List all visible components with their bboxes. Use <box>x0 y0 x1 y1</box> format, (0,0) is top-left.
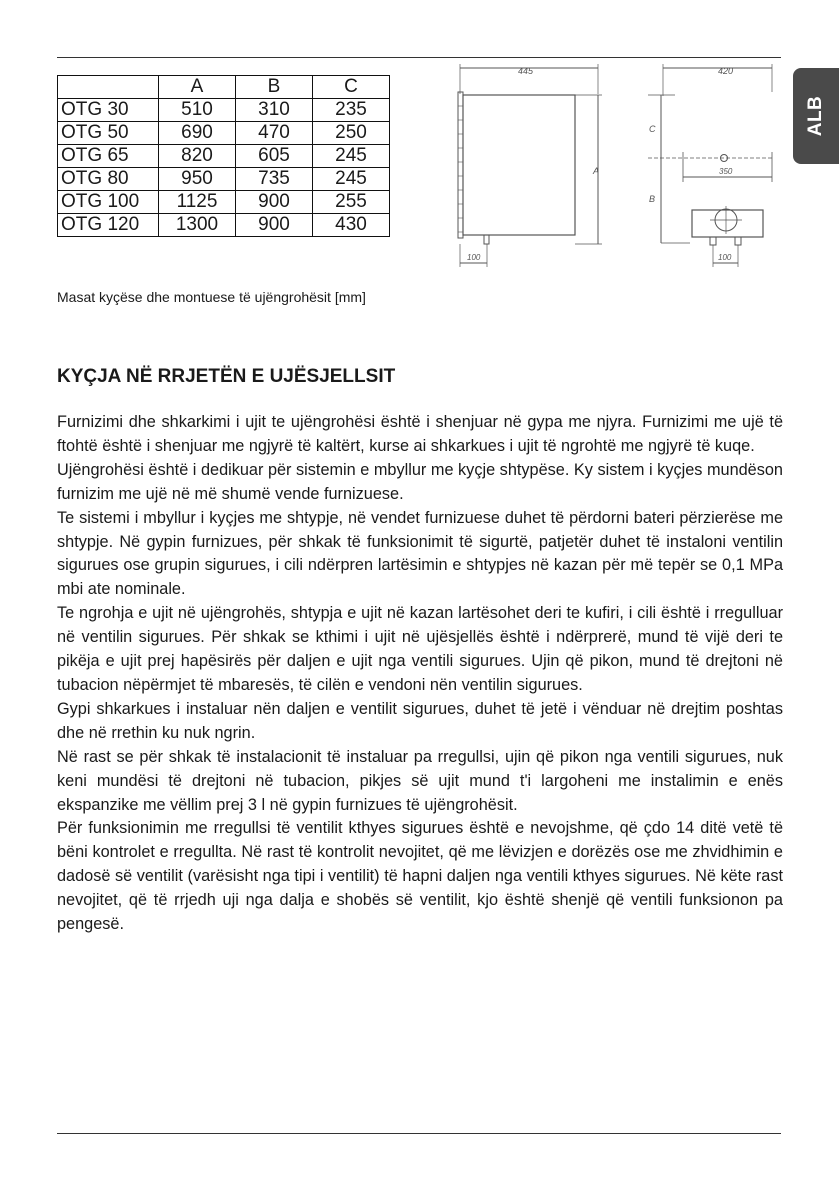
table-cell-model: OTG 30 <box>58 99 159 122</box>
body-text <box>57 411 783 937</box>
table-cell: 820 <box>159 145 236 168</box>
bottom-rule <box>57 1133 781 1134</box>
table-row <box>58 99 390 122</box>
table-cell-model: OTG 120 <box>58 214 159 237</box>
connection-box <box>692 210 763 237</box>
section-heading: KYÇJA NË RRJETËN E UJËSJELLSIT <box>57 366 396 387</box>
pipe-side <box>710 237 716 245</box>
dimensions-table <box>57 75 390 237</box>
table-cell: 245 <box>313 145 390 168</box>
table-header-cell: A <box>159 76 236 99</box>
dim-b-label: B <box>649 194 656 204</box>
width-front-label: 445 <box>518 66 534 76</box>
table-header-row <box>58 76 390 99</box>
table-row <box>58 214 390 237</box>
table-cell-model: OTG 100 <box>58 191 159 214</box>
bracket-ticks <box>458 106 463 232</box>
table-cell: 605 <box>236 145 313 168</box>
figure-caption: Masat kyçëse dhe montuese të ujëngrohësit [mm] <box>57 289 366 305</box>
table-cell: 470 <box>236 122 313 145</box>
table-cell-model: OTG 50 <box>58 122 159 145</box>
height-a-label: A <box>593 166 600 176</box>
table-cell: 1300 <box>159 214 236 237</box>
table-cell: 690 <box>159 122 236 145</box>
heater-body-front <box>463 95 575 235</box>
bracket-width-label: 350 <box>719 167 733 176</box>
table-row <box>58 191 390 214</box>
pipe-offset-front-label: 100 <box>467 253 481 262</box>
language-tab <box>793 68 839 164</box>
table-cell-model: OTG 80 <box>58 168 159 191</box>
front-view <box>458 64 602 267</box>
pipe-front <box>484 235 489 244</box>
table-cell: 1125 <box>159 191 236 214</box>
table-cell: 250 <box>313 122 390 145</box>
wall-bracket <box>458 92 463 238</box>
table-row <box>58 145 390 168</box>
table-cell: 235 <box>313 99 390 122</box>
paragraph: Për funksionimin me rregullsi të ventilit kthyes sigurues është e nevojshme, që çdo 14 ditë vetë të bëni kontrolet e rregullta. Në rast të kontrolit nevojitet, që me lëvizjen e dorëzës ose me zhvidhimin e dadosë së ventilit (varësisht nga tipi i ventilit) të hapni daljen nga ventili kthyes sigurues. Në këte rast nevojitet, që të rrjedh uji nga dalja e shobës së ventilit, kjo është shenjë që ventili funksionon pa pengesë. <box>57 819 783 934</box>
pipe-side <box>735 237 741 245</box>
paragraph: Gypi shkarkues i instaluar nën daljen e ventilit sigurues, duhet të jetë i vënduar në drejtim poshtas dhe në rrethin ku nuk ngrin. <box>57 699 783 742</box>
water-heater-dimension-drawing <box>450 62 780 272</box>
table-cell: 510 <box>159 99 236 122</box>
table-row <box>58 168 390 191</box>
side-view <box>648 64 772 267</box>
language-tab-label: ALB <box>805 95 826 137</box>
paragraph: Ujëngrohësi është i dedikuar për sistemin e mbyllur me kyçje shtypëse. Ky sistem i kyçjes mundëson furnizim me ujë në më shumë vende furnizuese. <box>57 460 783 503</box>
paragraph: Te ngrohja e ujit në ujëngrohës, shtypja e ujit në kazan lartësohet deri te kufiri, i cili është i rregulluar në ventilin sigurues. Për shkak se kthimi i ujit në ujësjellës është i ndërprerë, mund të vijë deri te pikëja e ujit prej hapësirës për daljen e ujit nga ventili sigurues. Ujin që pikon, mund të drejtoni në tubacion nëpërmjet të mbaresës, të cilën e vendoni nën ventilin sigurues. <box>57 604 783 694</box>
paragraph: Te sistemi i mbyllur i kyçjes me shtypje, në vendet furnizuese duhet të përdorni bateri përzierëse me shtypje. Në gypin furnizues, për shkak të funksionimit të sigurtë, patjetër duhet të instaloni ventilin sigurues ose grupin sigurues, i cili ndërpren lartësimin e shtypjes në kazan për më tepër se 0,1 MPa mbi ate nominale. <box>57 508 783 599</box>
top-rule <box>57 57 781 58</box>
table-header-cell: C <box>313 76 390 99</box>
table-cell: 900 <box>236 214 313 237</box>
table-cell: 430 <box>313 214 390 237</box>
table-cell-model: OTG 65 <box>58 145 159 168</box>
table-cell: 900 <box>236 191 313 214</box>
paragraph: Në rast se për shkak të instalacionit të instaluar pa rregullsi, ujin që pikon nga ventili sigurues, nuk keni mundësi të drejtoni në tubacion, pikjes së ujit mund t'i largoheni me instalimin e enës ekspanzike me vëllim prej 3 l në gypin furnizues të ujëngrohësit. <box>57 747 783 814</box>
table-cell: 255 <box>313 191 390 214</box>
table-cell: 245 <box>313 168 390 191</box>
table-header-cell: B <box>236 76 313 99</box>
table-header-cell <box>58 76 159 99</box>
table-row <box>58 122 390 145</box>
table-cell: 310 <box>236 99 313 122</box>
pipe-spacing-side-label: 100 <box>718 253 732 262</box>
paragraph: Furnizimi dhe shkarkimi i ujit te ujëngrohësi është i shenjuar në gypa me njyra. Furnizimi me ujë të ftohtë është i shenjuar me ngjyrë të kaltërt, kurse ai shkarkues i ujit të ngrohtë me ngjyrë të kuqe. <box>57 413 783 455</box>
width-side-label: 420 <box>718 66 734 76</box>
dim-c-label: C <box>649 124 656 134</box>
table-cell: 950 <box>159 168 236 191</box>
table-cell: 735 <box>236 168 313 191</box>
